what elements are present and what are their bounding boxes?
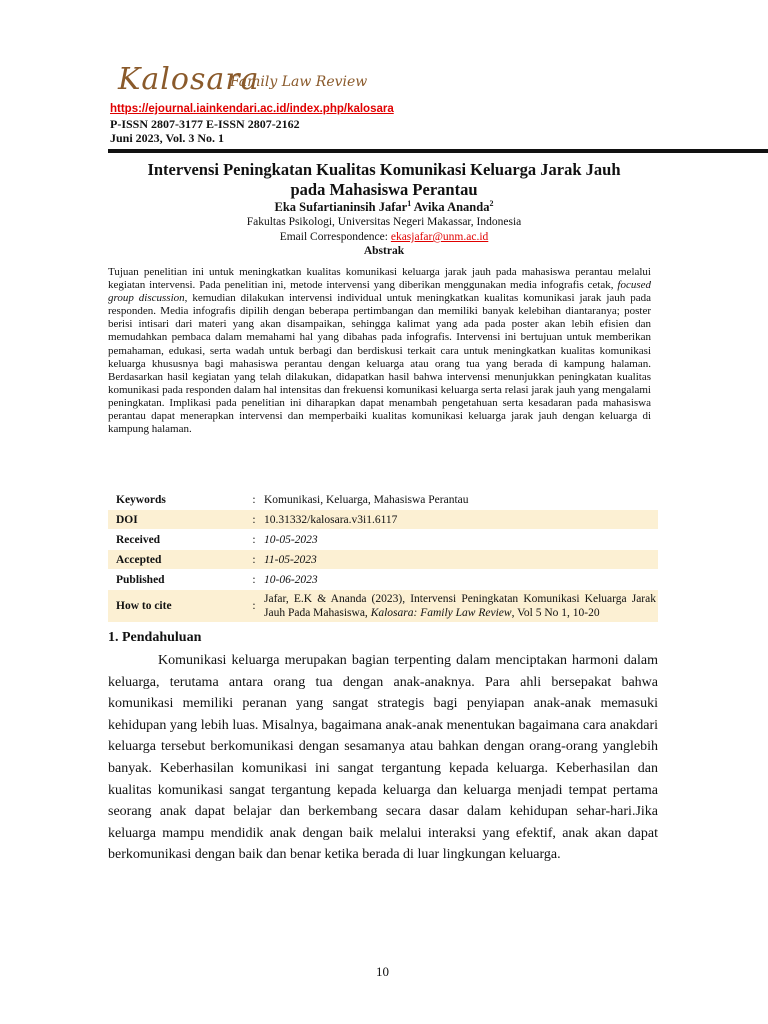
affiliation: Fakultas Psikologi, Universitas Negeri Makassar, Indonesia: [246, 216, 522, 228]
abstract-part-1: Tujuan penelitian ini untuk meningkatkan kualitas komunikasi keluarga jarak jauh pada mahasiswa perantau melalui kegiatan intervensi. Pada penelitian ini, metode intervensi yang diberikan menggunakan media infografis cetak,: [108, 266, 651, 292]
doi-label: DOI: [108, 510, 248, 529]
author-1-affiliation-mark: 1: [407, 199, 412, 208]
cite-part-2: , Vol 5 No 1, 10-20: [511, 607, 600, 619]
cite-journal-name: Kalosara: Family Law Review: [370, 607, 512, 619]
author-2: Avika Ananda: [411, 200, 490, 215]
author-2-affiliation-mark: 2: [489, 199, 494, 208]
abstract-heading: Abstrak: [363, 245, 405, 257]
section-heading: 1. Pendahuluan: [108, 630, 202, 645]
journal-volume: Juni 2023, Vol. 3 No. 1: [110, 131, 225, 145]
title-line-1: Intervensi Peningkatan Kualitas Komunikasi Keluarga Jarak Jauh: [147, 160, 621, 179]
title-line-2: pada Mahasiswa Perantau: [290, 180, 478, 199]
doi-row: [108, 510, 658, 529]
published-label: Published: [116, 573, 165, 586]
colon: :: [248, 590, 260, 622]
abstract-italic-term: focused group discussion: [108, 279, 651, 305]
keywords-row: [108, 489, 658, 510]
journal-logo: [108, 60, 408, 106]
how-to-cite-row: [108, 590, 658, 622]
abstract-part-2: , kemudian dilakukan intervensi individual untuk meningkatkan kualitas komunikasi jarak jauh pada responden. Media infografis dipilih dengan beberapa pertimbangan dan memiliki banyak kelebihan diantaranya; poster berisi intisari dari materi yang akan disampaikan, sehingga kalimat yang ada pada poster akan lebih efisien dan memudahkan pembaca dalam memahami hal yang dibahas pada infografis. Intervensi ini bertujuan untuk memberikan pemahaman, edukasi, serta wadah untuk berbagi dan berdiskusi terkait cara untuk meningkatkan kualitas komunikasi keluarga khususnya bagi mahasiswa perantau dengan keluarga atau orang tua yang berada di kampung halaman. Berdasarkan hasil kegiatan yang telah dilakukan, didapatkan hasil bahwa intervensi menunjukkan peningkatan kualitas komunikasi pada responden dalam hal intensitas dan frekuensi komunikasi keluarga serta relasi jarak jauh yang mengalami peningkatan. Implikasi pada penelitian ini diharapkan dapat menambah pengetahuan serta kesadaran pada mahasiswa perantau dapat menerapkan intervensi dan memperbaiki kualitas komunikasi keluarga jarak jauh dengan keluarga di kampung halaman.: [108, 292, 652, 436]
page-number: 10: [376, 964, 389, 979]
received-row: [108, 529, 658, 550]
colon: :: [248, 510, 260, 529]
abstract-text: [108, 266, 651, 436]
published-date: 10-06-2023: [264, 573, 318, 586]
colon: :: [252, 493, 256, 506]
cite-part-1: Jafar, E.K & Ananda (2023), Intervensi Peningkatan Komunikasi Keluarga Jarak Jauh Pada Mahasiswa,: [264, 593, 656, 619]
header-rule: [108, 149, 768, 153]
colon: :: [248, 550, 260, 569]
received-date: 10-05-2023: [264, 533, 318, 546]
how-to-cite-value: [260, 590, 658, 622]
logo-subtitle: Family Law Review: [230, 74, 368, 90]
paragraph-text: Komunikasi keluarga merupakan bagian terpenting dalam menciptakan harmoni dalam keluarga, terutama antara orang tua dengan anak-anaknya. Para ahli bersepakat bahwa komunikasi memiliki peranan yang sangat strategis bagi penyiapan anak-anak memasuki kehidupan yang lebih luas. Misalnya, bagaimana anak-anak menentukan bagaimana cara anakdari keluarga tersebut berkomunikasi dengan sesamanya atau bahkan dengan orang-orang yanglebih banyak. Keberhasilan komunikasi ini sangat tergantung kepada keluarga. Keberhasilan dan kualitas komunikasi sangat tergantung kepada keluarga dan keluarga menjadi tempat pertama seorang anak dapat belajar dan berkembang secara dasar dalam kehidupan sehar-hari.Jika keluarga mampu mendidik anak dengan baik melalui interaksi yang efektif, anak akan dapat berkomunikasi dengan baik dan benar ketika berada di luar lingkungan keluarga.: [108, 653, 658, 863]
article-title: [108, 160, 660, 200]
email-correspondence: [108, 231, 660, 243]
accepted-label: Accepted: [108, 550, 248, 569]
keywords-label: Keywords: [116, 493, 166, 506]
email-link[interactable]: ekasjafar@unm.ac.id: [390, 231, 489, 243]
author-1: Eka Sufartianinsih Jafar: [274, 200, 408, 215]
how-to-cite-label: How to cite: [108, 590, 248, 622]
colon: :: [252, 573, 256, 586]
keywords-value: Komunikasi, Keluarga, Mahasiswa Perantau: [264, 493, 469, 506]
email-label: Email Correspondence:: [279, 231, 391, 243]
accepted-row: [108, 550, 658, 569]
accepted-date: 11-05-2023: [260, 550, 658, 569]
journal-url-link[interactable]: https://ejournal.iainkendari.ac.id/index.php/kalosara: [110, 103, 394, 115]
section-paragraph: [108, 650, 658, 866]
author-list: [108, 199, 660, 215]
article-metadata-table: [108, 489, 658, 622]
doi-value[interactable]: 10.31332/kalosara.v3i1.6117: [260, 510, 658, 529]
published-row: [108, 569, 658, 590]
logo-wordmark: Kalosara: [118, 62, 260, 97]
colon: :: [252, 533, 256, 546]
journal-issn: P-ISSN 2807-3177 E-ISSN 2807-2162: [110, 117, 300, 131]
received-label: Received: [116, 533, 161, 546]
